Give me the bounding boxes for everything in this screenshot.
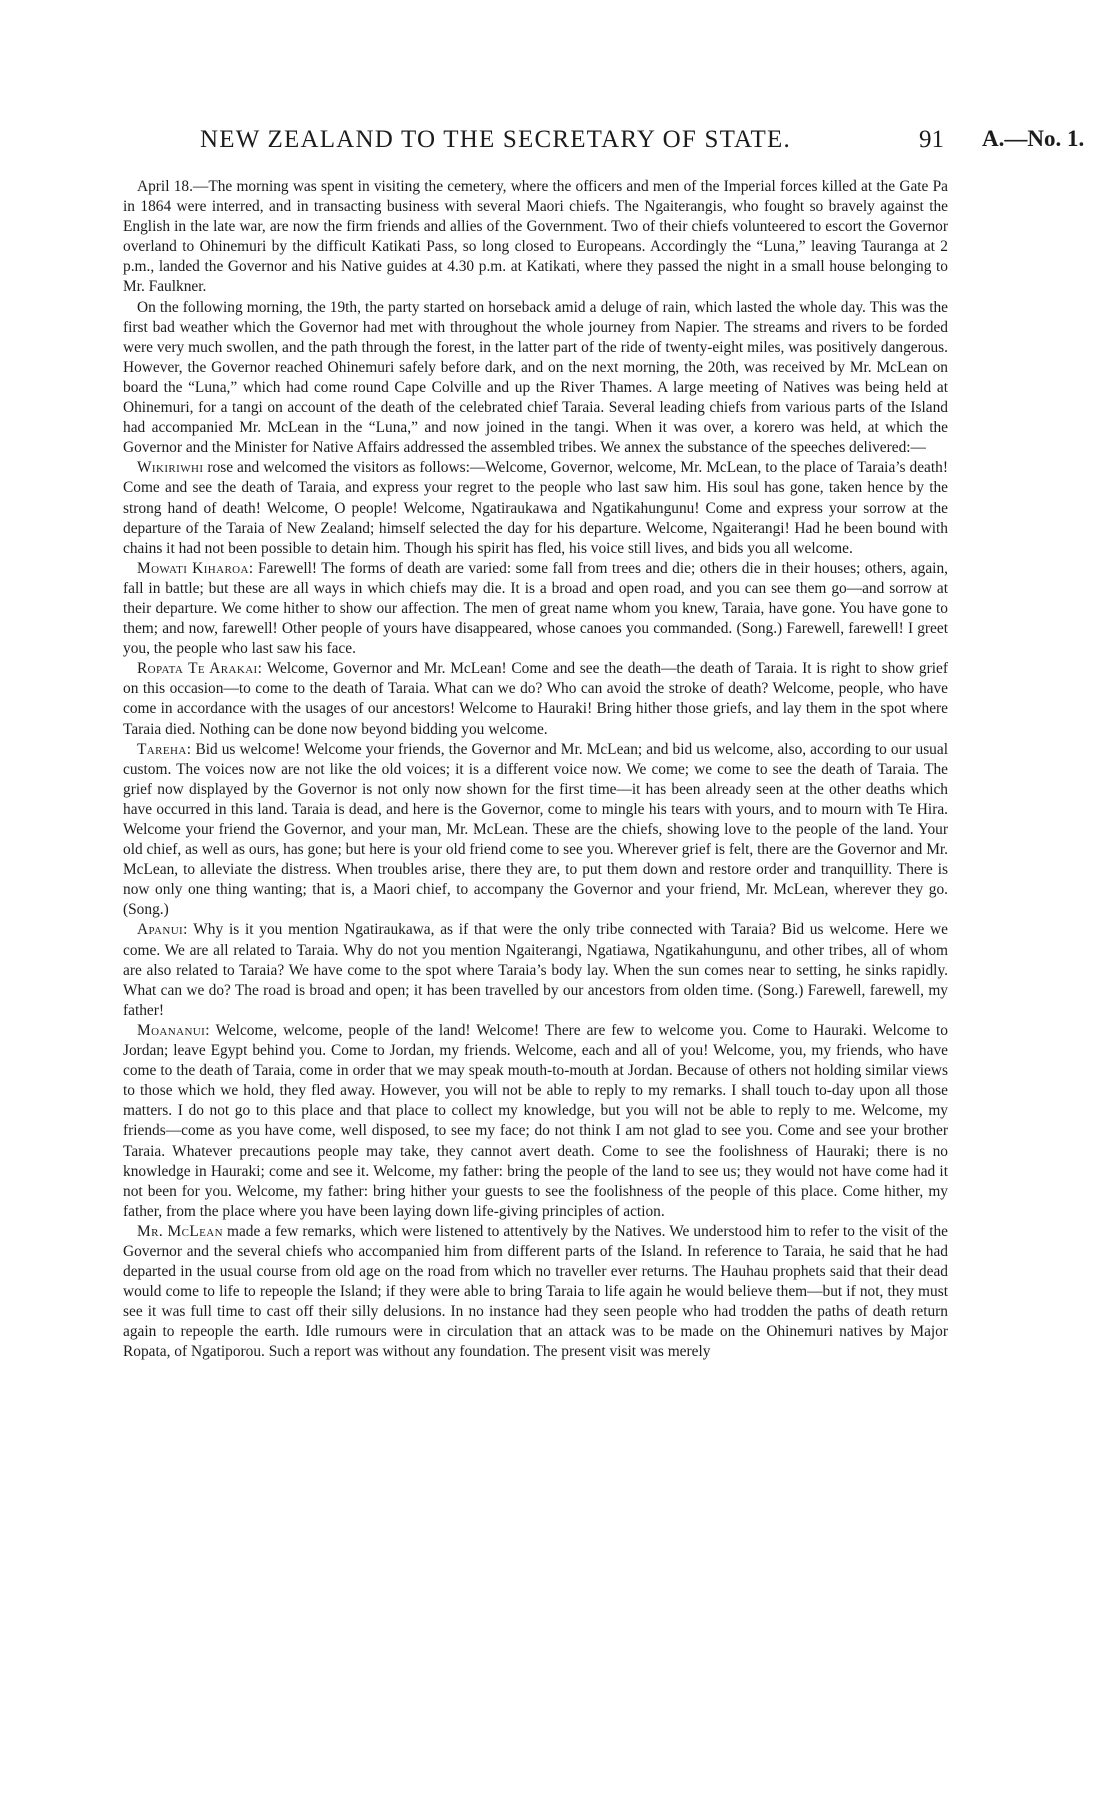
page-header: [0, 126, 1114, 166]
speech-text: Welcome, Governor and Mr. McLean! Come and see the death—the death of Taraia. It is right to show grief on this occasion—to come to the death of Taraia. What can we do? Who can avoid the stroke of death? Welcome, people, who have come in accordance with the usages of our ancestors! Welcome to Hauraki! Bring hither those griefs, and lay them in the spot where Taraia died. Nothing can be done now beyond bidding you welcome.: [123, 660, 948, 738]
speaker-name: Ropata Te Arakai:: [137, 660, 263, 678]
speech-text: made a few remarks, which were listened to attentively by the Natives. We understood him to refer to the visit of the Governor and the several chiefs who accompanied him from different parts of the Island. In reference to Taraia, he said that he had departed in the usual course from old age on the road from which no traveller ever returns. The Hauhau prophets said that their dead would come to life to repeople the Island; if they were able to bring Taraia to life again he would believe them—but if not, they must see it was full time to cast off their silly delusions. In no instance had they seen people who had trodden the paths of death return again to repeople the earth. Idle rumours were in circulation that an attack was to be made on the Ohinemuri natives by Major Ropata, of Ngatiporou. Such a report was without any foundation. The present visit was merely: [123, 1222, 948, 1361]
body-text: [123, 177, 948, 1363]
speaker-name: Tareha:: [137, 740, 192, 758]
page-number: 91: [919, 126, 944, 153]
speaker-name: Mowati Kiharoa:: [137, 559, 254, 577]
speech-text: Welcome, welcome, people of the land! Welcome! There are few to welcome you. Come to Hauraki. Welcome to Jordan; leave Egypt behind you. Come to Jordan, my friends. Welcome, each and all of you! Welcome, you, my friends, who have come to the death of Taraia, come in order that we may speak mouth-to-mouth at Jordan. Because of others not holding similar views to those which we hold, they fled away. However, you will not be able to reply to my remarks. I shall touch to-day upon all those matters. I do not go to this place and that place to collect my knowledge, but you will not be able to reply to me. Welcome, my friends—come as you have come, well disposed, to see my face; do not think I am not glad to see you. Come and see your brother Taraia. Whatever precautions people may take, they cannot avert death. Come to see the foolishness of Hauraki; there is no knowledge in Hauraki; come and see it. Welcome, my father: bring the people of the land to see us; they would not have come had it not been for you. Welcome, my father: bring hither your guests to see the foolishness of the people of this place. Come hither, my father, from the place where you have been laying down life-giving principles of action.: [123, 1021, 948, 1220]
speaker-name: Moananui:: [137, 1021, 210, 1039]
speech-paragraph: [123, 659, 948, 739]
document-reference: A.—No. 1.: [982, 126, 1085, 151]
paragraph: [123, 298, 948, 459]
speaker-name: Mr. McLean: [137, 1222, 223, 1240]
speaker-name: Wikiriwhi: [137, 459, 204, 477]
speech-text: Why is it you mention Ngatiraukawa, as if that were the only tribe connected with Taraia? Bid us welcome. Here we come. We are all related to Taraia. Why do not you mention Ngaiterangi, Ngatiawa, Ngatikahungunu, and other tribes, all of whom are also related to Taraia? We have come to the spot where Taraia’s body lay. When the sun comes near to setting, he sinks rapidly. What can we do? The road is broad and open; it has been travelled by our ancestors from olden time. (Song.) Farewell, farewell, my father!: [123, 921, 948, 1019]
speech-paragraph: [123, 559, 948, 659]
paragraph-text: On the following morning, the 19th, the party started on horseback amid a deluge of rain, which lasted the whole day. This was the first bad weather which the Governor had met with throughout the whole journey from Napier. The streams and rivers to be forded were very much swollen, and the path through the forest, in the latter part of the ride of twenty-eight miles, was positively dangerous. However, the Governor reached Ohinemuri safely before dark, and on the next morning, the 20th, was received by Mr. McLean on board the “Luna,” which had come round Cape Colville and up the River Thames. A large meeting of Natives was being held at Ohinemuri, for a tangi on account of the death of the celebrated chief Taraia. Several leading chiefs from various parts of the Island had accompanied Mr. McLean in the “Luna,” and now joined in the tangi. When it was over, a korero was held, at which the Governor and the Minister for Native Affairs addressed the assembled tribes. We annex the substance of the speeches delivered:—: [123, 298, 948, 457]
speech-text: Bid us welcome! Welcome your friends, the Governor and Mr. McLean; and bid us welcome, also, according to our usual custom. The voices now are not like the old voices; it is a different voice now. We come; we come to see the death of Taraia. The grief now displayed by the Governor is not only now shown for the first time—it has been already seen at the other deaths which have occurred in this land. Taraia is dead, and here is the Governor, come to mingle his tears with yours, and to mourn with Te Hira. Welcome your friend the Governor, and your man, Mr. McLean. These are the chiefs, showing love to the people of the land. Your old chief, as well as ours, has gone; but here is your old friend come to see you. Wherever grief is felt, there are the Governor and Mr. McLean, to alleviate the distress. When troubles arise, there they are, to put them down and restore order and tranquillity. There is now only one thing wanting; that is, a Maori chief, to accompany the Governor and your friend, Mr. McLean, wherever they go. (Song.): [123, 740, 948, 919]
speech-text: Farewell! The forms of death are varied: some fall from trees and die; others die in their houses; others, again, fall in battle; but these are all ways in which chiefs may die. It is a broad and open road, and you can see them go—and sorrow at their departure. We come hither to show our affection. The men of great name whom you knew, Taraia, have gone. You have gone to them; and now, farewell! Other people of yours have disappeared, whose canoes you commanded. (Song.) Farewell, farewell! I greet you, the people who last saw his face.: [123, 559, 948, 658]
speaker-name: Apanui:: [137, 921, 188, 939]
speech-paragraph: [123, 458, 948, 558]
running-title: NEW ZEALAND TO THE SECRETARY OF STATE.: [200, 126, 791, 153]
speech-text: rose and welcomed the visitors as follows:—Welcome, Governor, welcome, Mr. McLean, to the place of Taraia’s death! Come and see the death of Taraia, and express your regret to the people who last saw him. His soul has gone, taken hence by the strong hand of death! Welcome, O people! Welcome, Ngatiraukawa and Ngatikahungunu! Come and express your sorrow at the departure of the Taraia of New Zealand; himself selected the day for his departure. Welcome, Ngaiterangi! Had he been bound with chains it had not been possible to detain him. Though his spirit has fled, his voice still lives, and bids you all welcome.: [123, 459, 948, 557]
speech-paragraph: [123, 740, 948, 921]
paragraph: [123, 177, 948, 298]
speech-paragraph: [123, 1021, 948, 1222]
speech-paragraph: [123, 1222, 948, 1363]
speech-paragraph: [123, 920, 948, 1020]
paragraph-text: April 18.—The morning was spent in visiting the cemetery, where the officers and men of the Imperial forces killed at the Gate Pa in 1864 were interred, and in transacting business with several Maori chiefs. The Ngaiterangis, who fought so bravely against the English in the late war, are now the firm friends and allies of the Government. Two of their chiefs volunteered to escort the Governor overland to Ohinemuri by the difficult Katikati Pass, so long closed to Europeans. Accordingly the “Luna,” leaving Tauranga at 2 p.m., landed the Governor and his Native guides at 4.30 p.m. at Katikati, where they passed the night in a small house belonging to Mr. Faulkner.: [123, 178, 948, 296]
